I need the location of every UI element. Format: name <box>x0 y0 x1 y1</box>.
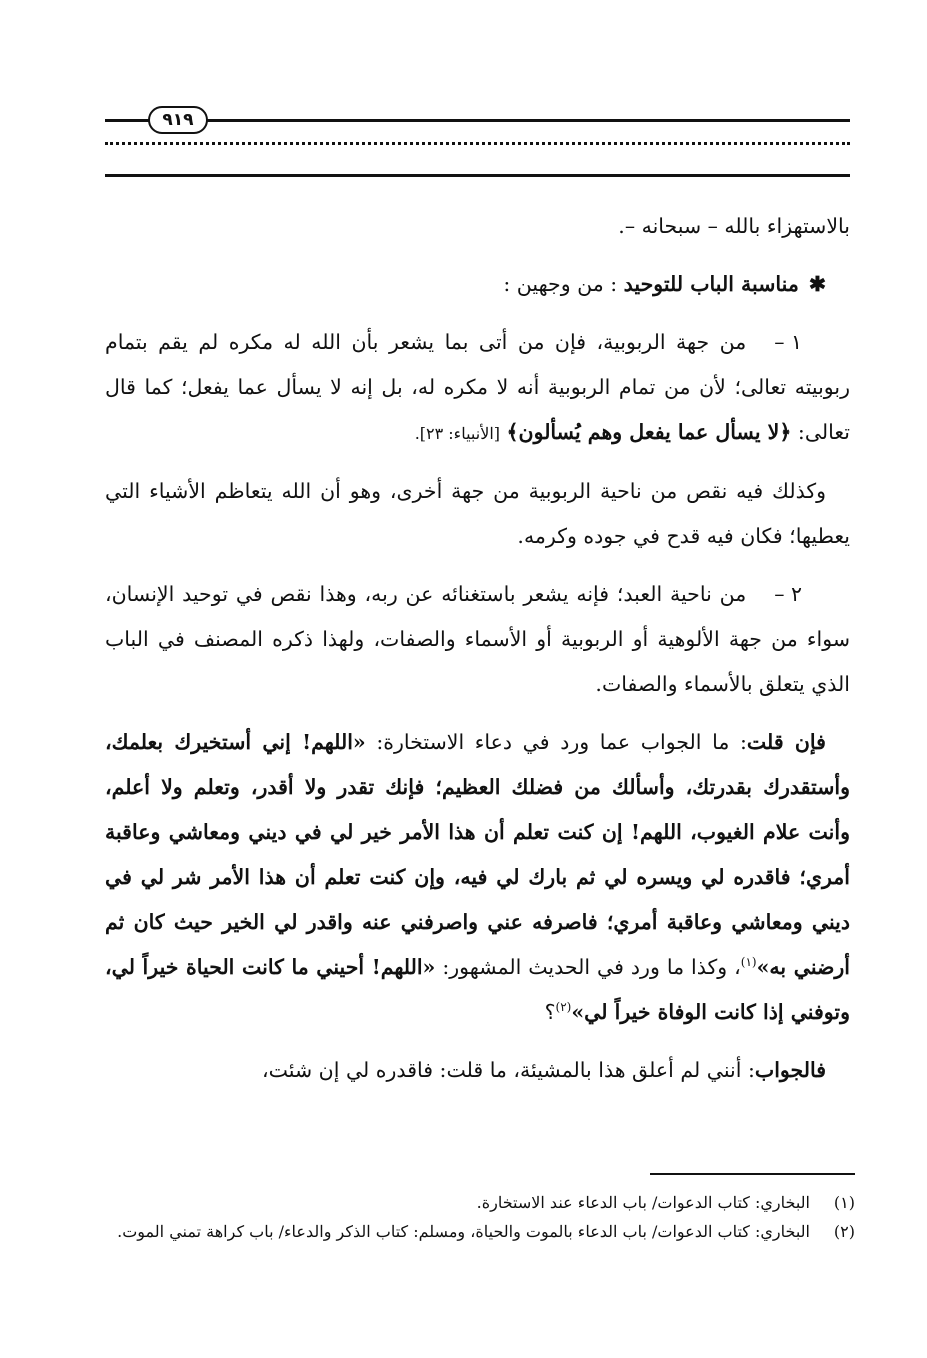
page-number-badge: ٩١٩ <box>148 106 208 134</box>
quran-verse: ﴿لا يسأل عما يفعل وهم يُسألون﴾ <box>506 420 792 444</box>
paragraph <box>105 572 850 707</box>
paragraph-text: من جهة الربوبية، فإن من أتى بما يشعر بأن الله له مكره لم يقم بتمام ربوبيته تعالى؛ لأن من تمام الربوبية أنه لا مكره له، بل إنه لا يسأل عما يفعل؛ كما قال تعالى: <box>105 330 850 444</box>
footnote-ref: (١) <box>740 955 757 970</box>
paragraph-text: من ناحية العبد؛ فإنه يشعر باستغنائه عن ربه، وهذا نقص في توحيد الإنسان، سواء من جهة الألوهية أو الربوبية أو الأسماء والصفات، ولهذا ذكره المصنف في الباب الذي يتعلق بالأسماء والصفات. <box>105 582 850 696</box>
heading-rest: : من وجهين : <box>503 272 618 296</box>
text-line: بالاستهزاء بالله – سبحانه –. <box>618 214 850 238</box>
paragraph-text: : ما الجواب عما ورد في دعاء الاستخارة: <box>376 730 747 754</box>
verse-reference: [الأنبياء: ٢٣]. <box>414 424 500 443</box>
header-bottom-rule <box>105 174 850 177</box>
paragraph-text: : أنني لم أعلق هذا بالمشيئة، ما قلت: فاقدره لي إن شئت، <box>262 1058 755 1082</box>
question-mark: ؟ <box>544 1000 556 1024</box>
asterisk-icon: ✱ <box>808 272 826 296</box>
paragraph <box>105 1048 850 1093</box>
footnote-number: (٢) <box>833 1222 855 1241</box>
footnote-separator <box>650 1173 855 1175</box>
header-rule <box>105 119 850 122</box>
hadith-text: «اللهم! إني أستخيرك بعلمك، وأستقدرك بقدرتك، وأسألك من فضلك العظيم؛ فإنك تقدر ولا أقدر، وتعلم ولا أعلم، وأنت علام الغيوب، اللهم! إن كنت تعلم أن هذا الأمر خير لي في ديني ومعاشي وعاقبة أمري؛ فاقدره لي ويسره لي ثم بارك لي فيه، وإن كنت تعلم أن هذا الأمر شر لي في ديني ومعاشي وعاقبة أمري؛ فاصرفه عني واصرفني عنه واقدر لي الخير حيث كان ثم أرضني به» <box>105 730 851 979</box>
footnote-text: البخاري: كتاب الدعوات/ باب الدعاء بالموت والحياة، ومسلم: كتاب الذكر والدعاء/ باب كراهة تمني الموت. <box>117 1222 810 1241</box>
answer-lead: فالجواب <box>754 1058 826 1082</box>
footnotes <box>105 1188 855 1246</box>
paragraph <box>105 720 850 1035</box>
footnote-number: (١) <box>833 1193 855 1212</box>
footnote-text: البخاري: كتاب الدعوات/ باب الدعاء عند الاستخارة. <box>476 1193 810 1212</box>
paragraph <box>105 320 850 456</box>
footnote <box>105 1188 855 1217</box>
header-dotted-line <box>105 142 850 145</box>
main-text <box>105 204 850 1106</box>
section-heading <box>105 262 850 307</box>
item-number: ٢ – <box>774 582 802 606</box>
paragraph <box>105 469 850 559</box>
paragraph-text: ، وكذا ما ورد في الحديث المشهور: <box>442 955 741 979</box>
item-number: ١ – <box>774 330 802 354</box>
paragraph-text: وكذلك فيه نقص من ناحية الربوبية من جهة أخرى، وهو أن الله يتعاظم الأشياء التي يعطيها؛ فكان فيه قدح في جوده وكرمه. <box>105 479 850 548</box>
hadith-text: «اللهم! أحيني ما كانت الحياة خيراً لي، وتوفني إذا كانت الوفاة خيراً لي» <box>105 955 850 1024</box>
footnote <box>105 1217 855 1246</box>
footnote-ref: (٢) <box>555 1000 572 1015</box>
paragraph <box>105 204 850 249</box>
page-header <box>0 0 927 200</box>
heading-text: مناسبة الباب للتوحيد <box>623 272 799 296</box>
question-lead: فإن قلت <box>746 730 826 754</box>
